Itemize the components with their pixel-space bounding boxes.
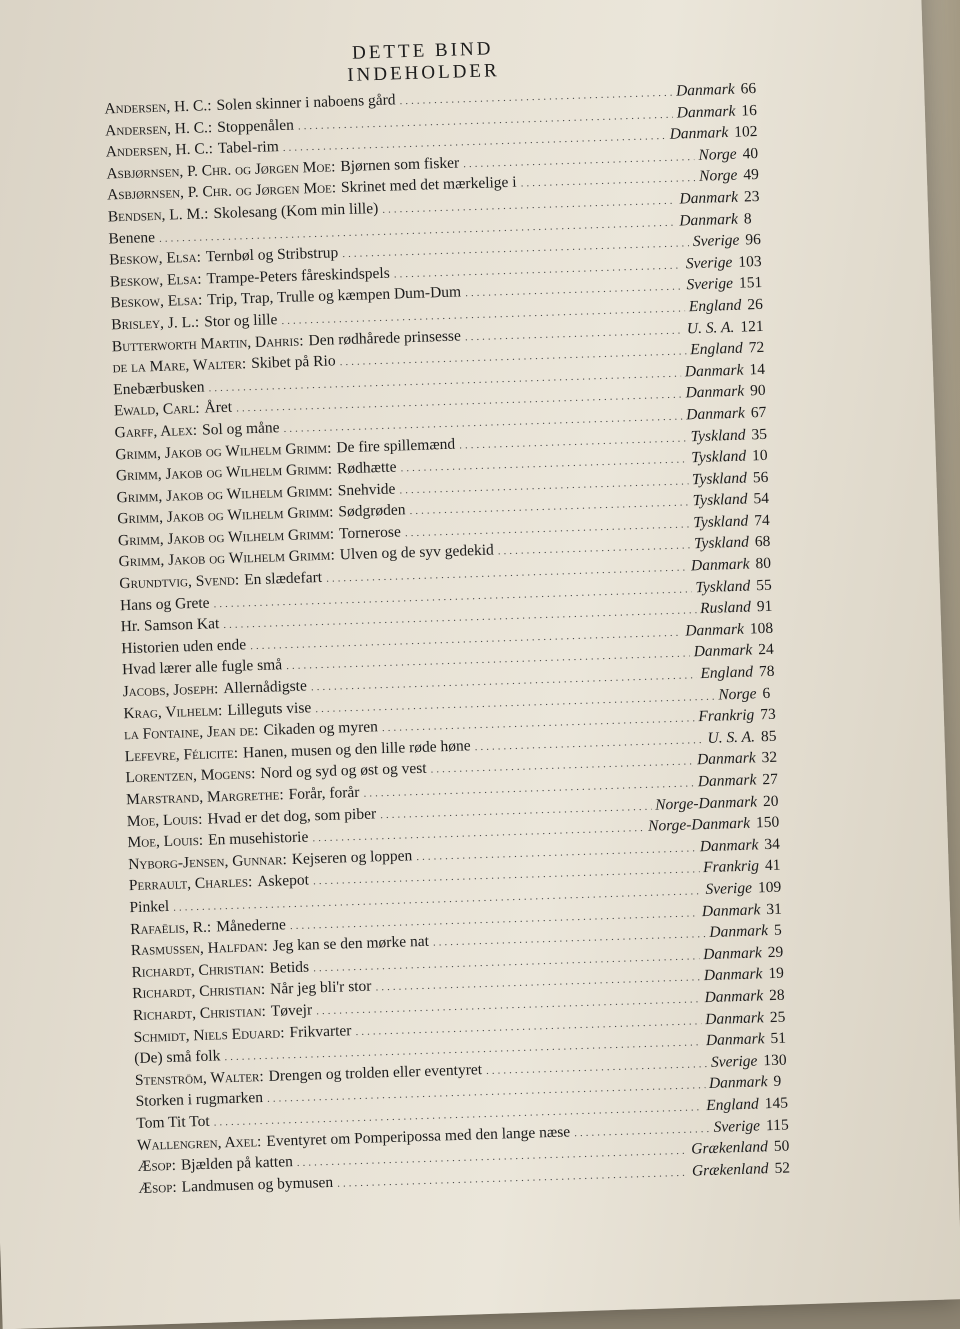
- entry-page-number: 31: [766, 900, 783, 918]
- entry-author: Garff, Alex:: [114, 421, 198, 442]
- entry-country: Danmark: [704, 987, 764, 1007]
- entry-country: Grækenland: [690, 1138, 769, 1158]
- entry-author: Schmidt, Niels Eduard:: [133, 1023, 285, 1046]
- entry-page-number: 103: [738, 252, 762, 271]
- entry-title: Snehvide: [337, 480, 396, 500]
- entry-title: Benene: [108, 228, 156, 248]
- entry-title: Tøvejr: [270, 1001, 313, 1020]
- entry-title: Tornerose: [338, 523, 402, 543]
- entry-country: England: [700, 663, 754, 683]
- entry-page-number: 91: [756, 598, 773, 616]
- entry-country: Danmark: [684, 361, 744, 381]
- entry-title: Allernådigste: [223, 677, 308, 698]
- entry-country: Frankrig: [702, 857, 760, 877]
- dot-leader: [459, 432, 687, 451]
- entry-page-number: 5: [773, 921, 782, 940]
- entry-page-number: 130: [763, 1051, 787, 1070]
- entry-page-number: 108: [749, 619, 774, 638]
- entry-country: Norge: [698, 167, 738, 186]
- entry-author: Andersen, H. C.:: [104, 118, 213, 140]
- entry-author: Jacobs, Joseph:: [122, 680, 219, 701]
- entry-author: Marstrand, Margrethe:: [125, 786, 284, 809]
- entry-title: Bjælden på katten: [180, 1153, 294, 1174]
- entry-author: Moe, Louis:: [126, 810, 203, 830]
- entry-country: England: [688, 296, 742, 316]
- entry-author: Bendsen, L. M.:: [107, 205, 209, 226]
- entry-author: Lefevre, Félicite:: [124, 744, 239, 766]
- entry-page-number: 150: [755, 813, 780, 832]
- entry-page-number: 32: [761, 749, 778, 767]
- entry-page-number: 115: [765, 1116, 789, 1134]
- dot-leader: [498, 540, 691, 558]
- entry-title: Eventyret om Pomperipossa med den lange næse: [266, 1122, 571, 1150]
- entry-title: Forår, forår: [288, 783, 360, 804]
- entry-page-number: 49: [743, 166, 760, 184]
- entry-country: England: [705, 1095, 760, 1115]
- entry-country: England: [689, 339, 744, 359]
- entry-country: Danmark: [705, 1030, 765, 1050]
- entry-country: Sverige: [685, 253, 733, 273]
- entry-title: En musehistorie: [207, 828, 309, 849]
- entry-author: Brisley, J. L.:: [110, 313, 200, 334]
- entry-author: Butterworth Martin, Dahris:: [111, 331, 304, 355]
- entry-title: Hanen, musen og den lille røde høne: [242, 737, 471, 762]
- entry-title: Jeg kan se den mørke nat: [272, 932, 430, 955]
- entry-page-number: 10: [751, 446, 768, 465]
- entry-page-number: 40: [742, 144, 759, 163]
- entry-title: Trampe-Peters fåreskindspels: [206, 264, 391, 288]
- entry-page-number: 29: [767, 943, 784, 961]
- entry-title: Når jeg bli'r stor: [269, 977, 372, 999]
- entry-country: Norge: [718, 684, 757, 704]
- entry-author: Grimm, Jakob og Wilhelm Grimm:: [116, 482, 333, 507]
- entry-author: Æsop:: [137, 1156, 177, 1176]
- entry-title: Hans og Grete: [119, 594, 210, 614]
- entry-title: Landmusen og bymusen: [181, 1173, 334, 1196]
- entry-page-number: 14: [749, 360, 766, 379]
- entry-country: Danmark: [676, 102, 736, 122]
- entry-author: Beskow, Elsa:: [110, 291, 203, 312]
- entry-author: Grimm, Jakob og Wilhelm Grimm:: [118, 546, 336, 571]
- entry-page-number: 78: [758, 662, 775, 681]
- entry-page-number: 151: [738, 274, 763, 293]
- entry-title: Ulven og de syv gedekid: [339, 541, 495, 564]
- dot-leader: [399, 87, 672, 108]
- entry-page-number: 9: [773, 1073, 782, 1091]
- entry-author: Grimm, Jakob og Wilhelm Grimm:: [115, 439, 332, 463]
- dot-leader: [400, 453, 687, 474]
- dot-leader: [430, 756, 693, 776]
- entry-title: Frikvarter: [289, 1021, 352, 1041]
- entry-page-number: 96: [745, 231, 762, 249]
- entry-author: Grimm, Jakob og Wilhelm Grimm:: [117, 525, 335, 550]
- dot-leader: [405, 518, 690, 539]
- entry-author: Andersen, H. C.:: [105, 140, 214, 161]
- entry-page-number: 54: [753, 490, 770, 508]
- entry-author: Grimm, Jakob og Wilhelm Grimm:: [115, 460, 333, 485]
- entry-country: Danmark: [696, 749, 756, 769]
- entry-page-number: 20: [762, 792, 779, 810]
- dot-leader: [399, 475, 688, 496]
- entry-country: Tyskland: [691, 447, 747, 467]
- entry-author: Beskow, Elsa:: [108, 248, 202, 269]
- entry-page-number: 68: [754, 533, 771, 551]
- entry-title: Skibet på Rio: [250, 352, 336, 373]
- entry-title: Nord og syd og øst og vest: [260, 760, 427, 783]
- entry-author: Rafaëlis, R.:: [129, 918, 212, 938]
- entry-title: Stoppenålen: [216, 116, 295, 136]
- entry-title: Betids: [269, 958, 310, 977]
- entry-page-number: 85: [760, 727, 777, 746]
- entry-country: Danmark: [669, 124, 729, 143]
- entry-author: Beskow, Elsa:: [109, 270, 202, 291]
- entry-country: Tyskland: [691, 469, 748, 488]
- entry-country: Sverige: [705, 879, 753, 899]
- entry-title: Hvad er det dog, som piber: [207, 804, 377, 828]
- entry-title: Drengen og trolden eller eventyret: [268, 1060, 483, 1085]
- entry-page-number: 25: [769, 1008, 786, 1026]
- entry-country: Sverige: [686, 275, 734, 294]
- entry-author: Lorentzen, Mogens:: [125, 765, 256, 787]
- entry-title: Lilleguts vise: [227, 698, 312, 719]
- entry-country: Danmark: [685, 620, 745, 640]
- entry-author: Ewald, Carl:: [113, 400, 200, 420]
- entry-author: Richardt, Christian:: [131, 981, 266, 1003]
- entry-country: Tyskland: [693, 512, 749, 532]
- entry-country: Frankrig: [698, 706, 755, 726]
- entry-page-number: 35: [751, 425, 768, 443]
- dot-leader: [574, 1123, 710, 1139]
- entry-title: Solen skinner i naboens gård: [216, 91, 396, 115]
- entry-country: Danmark: [702, 944, 763, 963]
- entry-author: Andersen, H. C.:: [104, 97, 212, 118]
- entry-title: Tabel-rim: [217, 138, 280, 158]
- entry-author: la Fontaine, Jean de:: [123, 722, 259, 744]
- entry-page-number: 67: [750, 403, 767, 422]
- entry-country: Sverige: [692, 231, 740, 251]
- entry-country: U. S. A.: [707, 728, 756, 747]
- entry-title: Året: [204, 398, 233, 417]
- entry-country: Sverige: [713, 1116, 761, 1136]
- entry-author: Richardt, Christian:: [132, 1002, 267, 1025]
- dot-leader: [409, 497, 689, 518]
- entry-page-number: 8: [743, 209, 752, 228]
- entry-page-number: 102: [733, 123, 758, 141]
- entry-page-number: 6: [762, 684, 771, 702]
- entry-title: Hr. Samson Kat: [120, 615, 220, 636]
- entry-title: Enebærbusken: [112, 378, 205, 399]
- table-of-contents: [104, 80, 790, 1201]
- entry-author: Richardt, Christian:: [131, 959, 265, 981]
- entry-title: Ternbøl og Stribstrup: [205, 244, 339, 266]
- entry-title: Kejseren og loppen: [291, 847, 413, 868]
- entry-country: Danmark: [699, 836, 759, 855]
- entry-title: Hvad lærer alle fugle små: [121, 656, 283, 679]
- entry-title: Sol og måne: [201, 419, 280, 439]
- entry-country: Tyskland: [690, 426, 746, 445]
- entry-author: Moe, Louis:: [127, 831, 204, 852]
- entry-author: de la Mare, Walter:: [112, 355, 247, 377]
- entry-country: Danmark: [690, 555, 750, 575]
- entry-author: Wallengren, Axel:: [136, 1132, 262, 1154]
- entry-page-number: 72: [748, 339, 765, 357]
- entry-country: Norge-Danmark: [654, 792, 758, 814]
- entry-title: Bjørnen som fisker: [340, 154, 460, 175]
- dot-leader: [474, 734, 703, 753]
- entry-page-number: 90: [749, 382, 766, 400]
- dot-leader: [433, 928, 706, 949]
- entry-page-number: 66: [740, 80, 757, 98]
- entry-page-number: 51: [770, 1029, 787, 1048]
- entry-country: Norge-Danmark: [647, 814, 751, 835]
- entry-country: Danmark: [685, 382, 745, 402]
- entry-page-number: 16: [741, 101, 758, 120]
- dot-leader: [380, 800, 651, 821]
- entry-title: Månederne: [215, 915, 287, 935]
- entry-title: Skolesang (Kom min lille): [213, 199, 379, 223]
- dot-leader: [486, 1058, 707, 1077]
- entry-country: Grækenland: [691, 1159, 769, 1180]
- entry-page-number: 28: [768, 986, 785, 1005]
- entry-country: Danmark: [679, 210, 739, 230]
- entry-author: Æsop:: [138, 1178, 177, 1197]
- entry-page-number: 26: [747, 295, 764, 314]
- entry-page-number: 23: [743, 187, 760, 206]
- dot-leader: [463, 151, 695, 170]
- entry-page-number: 52: [774, 1159, 791, 1177]
- entry-page-number: 41: [764, 857, 781, 875]
- entry-title: Skrinet med det mærkelige i: [340, 174, 517, 197]
- entry-page-number: 145: [764, 1094, 789, 1113]
- dot-leader: [520, 172, 695, 189]
- entry-page-number: 34: [764, 835, 781, 853]
- entry-title: Historien uden ende: [121, 636, 247, 658]
- entry-country: Sverige: [710, 1052, 758, 1071]
- entry-author: Krag, Vilhelm:: [123, 701, 223, 722]
- entry-author: Stenström, Walter:: [134, 1067, 264, 1089]
- entry-country: Tyskland: [695, 577, 751, 596]
- page-heading: DETTE BIND INDEHOLDER: [346, 38, 500, 86]
- entry-country: Rusland: [699, 598, 752, 618]
- entry-country: Danmark: [709, 922, 769, 942]
- entry-title: (De) små folk: [134, 1047, 221, 1068]
- entry-page-number: 24: [757, 641, 775, 659]
- entry-author: Perrault, Charles:: [128, 873, 253, 895]
- entry-country: Danmark: [701, 900, 761, 920]
- dot-leader: [465, 281, 683, 300]
- entry-page-number: 80: [755, 554, 772, 573]
- entry-author: Grimm, Jakob og Wilhelm Grimm:: [117, 503, 334, 528]
- entry-country: Danmark: [704, 1008, 765, 1028]
- entry-country: U. S. A.: [686, 318, 735, 337]
- dot-leader: [416, 842, 696, 863]
- entry-country: Norge: [698, 145, 737, 164]
- entry-title: Storken i rugmarken: [135, 1089, 264, 1111]
- entry-author: Asbjørnsen, P. Chr. og Jørgen Moe:: [106, 158, 336, 183]
- entry-country: Danmark: [708, 1073, 768, 1093]
- entry-country: Tyskland: [692, 490, 748, 510]
- entry-page-number: 55: [755, 576, 772, 594]
- entry-country: Danmark: [679, 188, 739, 208]
- entry-country: Danmark: [686, 404, 746, 424]
- entry-author: Grundtvig, Svend:: [119, 571, 240, 593]
- entry-page-number: 50: [773, 1137, 790, 1156]
- entry-author: Nyborg-Jensen, Gunnar:: [127, 850, 288, 873]
- dot-leader: [394, 259, 682, 280]
- entry-page-number: 74: [753, 511, 770, 530]
- entry-title: Trip, Trap, Trulle og kæmpen Dum-Dum: [206, 283, 462, 309]
- entry-title: De fire spillemænd: [336, 435, 456, 456]
- entry-title: Pinkel: [129, 897, 170, 917]
- entry-title: Askepot: [257, 871, 310, 891]
- entry-title: En slædefart: [243, 568, 323, 589]
- entry-country: Danmark: [675, 80, 735, 100]
- dot-leader: [465, 324, 683, 343]
- entry-author: Rasmussen, Halfdan:: [130, 937, 268, 960]
- entry-title: Sødgrøden: [338, 501, 406, 521]
- entry-title: Den rødhårede prinsesse: [308, 326, 462, 349]
- entry-country: Danmark: [697, 771, 757, 791]
- entry-country: Danmark: [703, 965, 763, 985]
- entry-title: Tom Tit Tot: [136, 1112, 210, 1132]
- entry-title: Rødhætte: [336, 458, 397, 478]
- entry-page-number: 121: [740, 317, 764, 336]
- entry-page-number: 19: [768, 964, 785, 983]
- entry-page-number: 56: [752, 468, 769, 487]
- entry-title: Stor og lille: [203, 311, 278, 331]
- entry-page-number: 73: [760, 705, 777, 724]
- entry-country: Danmark: [693, 641, 753, 661]
- entry-country: Tyskland: [693, 533, 750, 553]
- entry-title: Cikaden og myren: [263, 718, 379, 740]
- entry-author: Asbjørnsen, P. Chr. og Jørgen Moe:: [106, 179, 337, 204]
- entry-page-number: 109: [757, 878, 782, 897]
- entry-page-number: 27: [762, 770, 779, 789]
